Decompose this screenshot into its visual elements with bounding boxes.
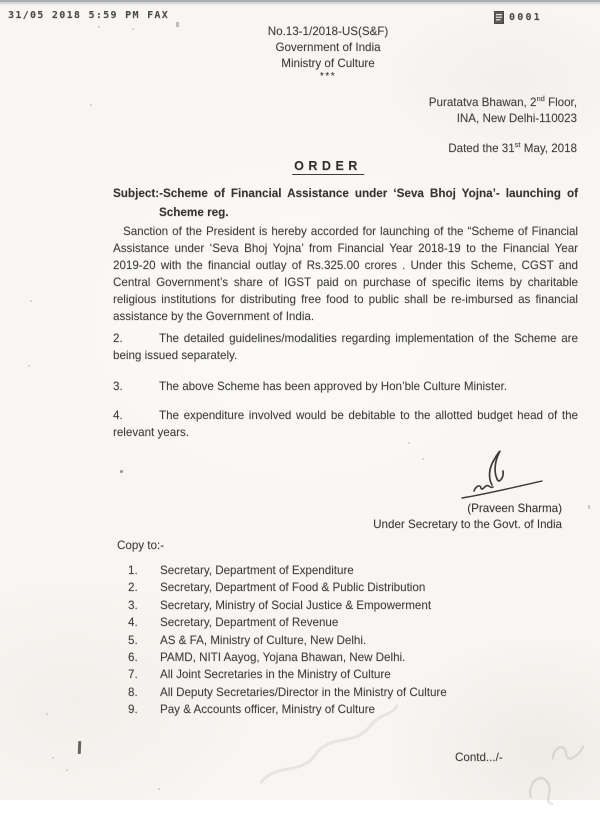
paragraph-number: 4. — [113, 409, 123, 422]
subject-line1: Subject:-Scheme of Financial Assistance under ‘Seva Bhoj Yojna’- launching of — [113, 187, 578, 200]
paragraph-number: 2. — [113, 332, 123, 345]
subject-block — [113, 185, 578, 222]
list-item: 9. Pay & Accounts officer, Ministry of Culture — [128, 703, 376, 717]
signature — [452, 445, 548, 508]
letterhead — [268, 24, 389, 81]
document-page-icon — [494, 11, 504, 24]
list-item: 1. Secretary, Department of Expenditure — [128, 564, 354, 577]
reference-number: No.13-1/2018-US(S&F) — [267, 25, 389, 38]
scan-mark — [120, 470, 123, 473]
list-item: 5. AS & FA, Ministry of Culture, New Delhi. — [128, 633, 367, 647]
list-item: 2. Secretary, Department of Food & Public Distribution — [128, 581, 426, 595]
scan-mark — [52, 757, 54, 759]
scan-mark — [78, 741, 81, 754]
bleed-through-mark — [501, 721, 600, 824]
scan-mark — [408, 442, 410, 444]
stars-separator: *** — [319, 71, 337, 82]
order-heading: ORDER — [294, 159, 362, 173]
copy-to-label: Copy to:- — [117, 539, 165, 552]
scan-mark — [46, 713, 48, 715]
body-paragraph-2: 2. The detailed guidelines/modalities regarding implementation of the Scheme are being issued separately. — [113, 332, 578, 362]
scan-mark — [90, 104, 92, 106]
scan-mark — [66, 769, 68, 771]
scan-mark — [422, 458, 424, 460]
list-item: 4. Secretary, Department of Revenue — [128, 616, 339, 630]
scan-edge-band — [0, 0, 600, 7]
scan-mark — [28, 365, 30, 367]
subject-line2: Scheme reg. — [159, 206, 229, 219]
copy-to-list — [128, 562, 447, 719]
body-paragraph-4: 4. The expenditure involved would be debitable to the allotted budget head of the relevant years. — [113, 409, 578, 439]
paragraph-number: 3. — [113, 380, 123, 393]
list-item: 6. PAMD, NITI Aayog, Yojana Bhawan, New Delhi. — [128, 651, 406, 665]
fax-timestamp: 31/05 2018 5:59 PM FAX — [8, 10, 170, 21]
contd-note: Contd.../- — [455, 751, 503, 764]
scan-mark — [30, 300, 32, 302]
list-item: 7. All Joint Secretaries in the Ministry of Culture — [128, 668, 391, 682]
scan-mark — [588, 505, 590, 509]
list-item: 8. All Deputy Secretaries/Director in the Ministry of Culture — [128, 685, 447, 699]
ministry-name: Ministry of Culture — [281, 57, 375, 70]
fax-page-count: 0001 — [509, 12, 542, 23]
government-name: Government of India — [275, 41, 381, 54]
scan-mark — [158, 788, 160, 790]
date-line: Dated the 31st May, 2018 — [448, 140, 577, 155]
signatory-title: Under Secretary to the Govt. of India — [373, 518, 562, 531]
office-address-line1: Puratatva Bhawan, 2nd Floor, — [428, 94, 577, 109]
body-paragraph-3: 3. The above Scheme has been approved by Hon’ble Culture Minister. — [113, 380, 508, 393]
office-address-line2: INA, New Delhi-110023 — [456, 111, 577, 125]
office-address — [429, 95, 577, 126]
body-paragraph-1: Sanction of the President is hereby accorded for launching of the “Scheme of Financial Assistance under ‘Seva Bhoj Yojna’ from Financial Year 2018-19 to the Financial Year 2019-20 with the financial outlay of Rs.325.00 crores . Under this Scheme, CGST and Central Government’s share of IGST paid on purchase of specific items by charitable religious institutions for distributing free food to public shall be re-imbursed as financial assistance by the Government of India. — [113, 225, 578, 323]
scan-mark — [98, 26, 100, 28]
scan-mark — [132, 28, 134, 30]
scan-mark — [176, 22, 179, 27]
signatory-name: (Praveen Sharma) — [467, 502, 562, 515]
fax-page-counter — [494, 11, 542, 24]
list-item: 3. Secretary, Ministry of Social Justice & Empowerment — [128, 598, 432, 612]
